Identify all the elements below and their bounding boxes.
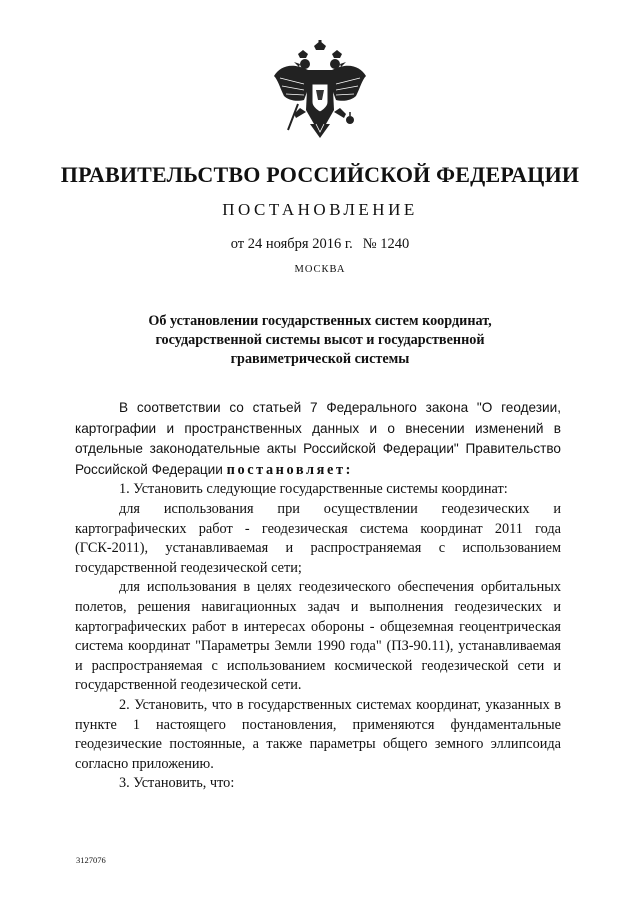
government-title: ПРАВИТЕЛЬСТВО РОССИЙСКОЙ ФЕДЕРАЦИИ [60,162,580,187]
document-type: ПОСТАНОВЛЕНИЕ [222,200,418,219]
paragraph-item-1-a: для использования при осуществлении геодезических и картографических работ - геодезическая система координат 2011 года (ГСК-2011), устанавливаемая и распространяемая с использованием государственной геодезической сети; [75,500,561,576]
document-code: 3127076 [76,855,106,865]
city: МОСКВА [294,264,346,275]
document-body [75,398,561,794]
paragraph-item-2: 2. Установить, что в государственных системах координат, указанных в пункте 1 настоящего постановления, применяются фундаментальные геодезические постоянные, а также параметры общего земного эллипсоида согласно приложению. [75,696,561,772]
paragraph-item-1-b: для использования в целях геодезического обеспечения орбитальных полетов, решения навигационных задач и выполнения геодезических и картографических работ в интересах обороны - общеземная геоцентрическая система координат "Параметры Земли 1990 года" (ПЗ-90.11), устанавливаемая и распространяемая с использованием космической геодезической сети и государственной геодезической сети. [75,579,561,694]
preamble-text: В соответствии со статьей 7 Федерального закона "О геодезии, картографии и пространственных данных и о внесении изменений в отдельные законодательные акты Российской Федерации" Правительство Российской Федерации [75,400,561,477]
coat-of-arms-icon [270,40,370,148]
document-number: № 1240 [362,236,410,252]
date-number-line [0,236,640,253]
paragraph-item-3: 3. Установить, что: [119,775,235,792]
document-date: от 24 ноября 2016 г. [230,236,353,252]
paragraph-preamble [75,398,561,480]
paragraph-item-1: 1. Установить следующие государственные системы координат: [119,481,508,498]
resolves-word: постановляет: [226,461,353,478]
document-subject: Об установлении государственных систем координат, государственной системы высот и государственной гравиметрической системы [148,313,492,367]
